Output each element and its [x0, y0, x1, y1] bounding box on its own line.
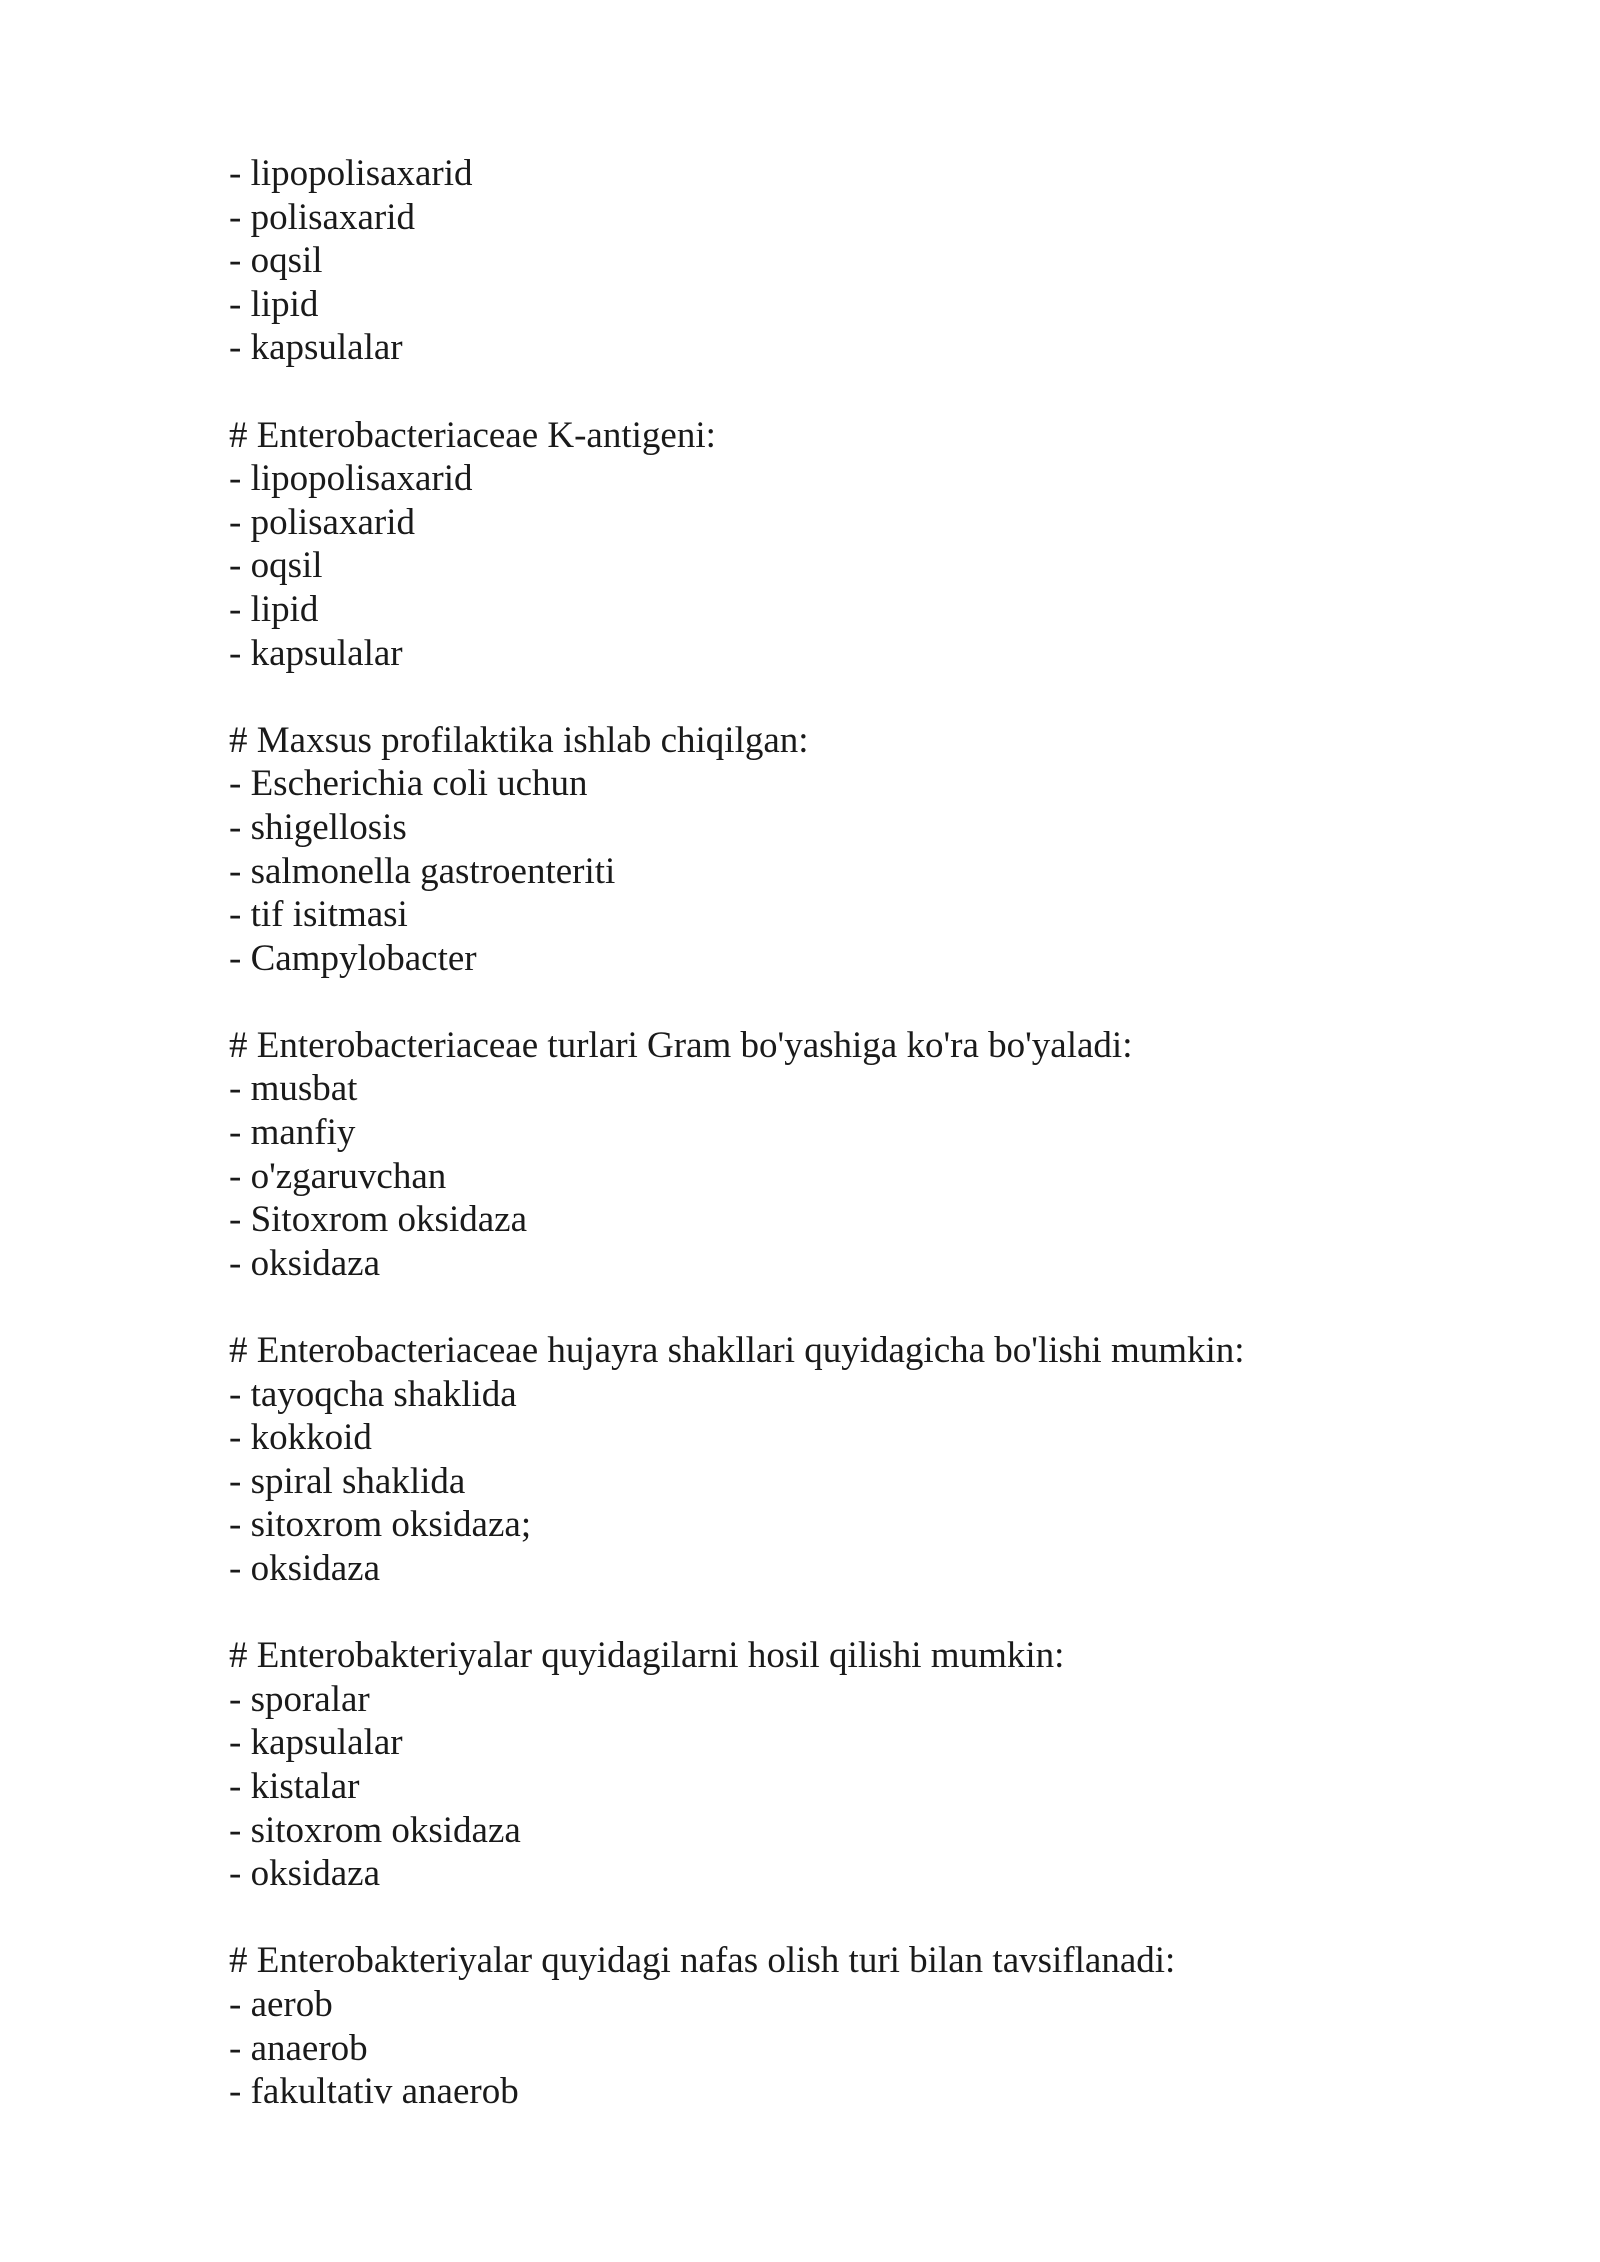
question-block [229, 1939, 1429, 2113]
answer-option: - sitoxrom oksidaza [229, 1809, 521, 1851]
question-text: # Enterobacteriaceae hujayra shakllari quyidagicha bo'lishi mumkin: [229, 1330, 1245, 1372]
question-block [229, 1024, 1429, 1286]
answer-option: - musbat [229, 1068, 358, 1110]
block-spacer [229, 675, 1429, 719]
answer-option: - manfiy [229, 1112, 356, 1154]
answer-option: - lipid [229, 588, 319, 630]
answer-option: - aerob [229, 1983, 333, 2025]
answer-option: - polisaxarid [229, 196, 415, 238]
answer-option: - sporalar [229, 1678, 370, 1720]
block-spacer [229, 370, 1429, 414]
question-block [229, 414, 1429, 676]
document-content [229, 152, 1429, 2114]
answer-option: - anaerob [229, 2027, 368, 2069]
answer-option: - oqsil [229, 545, 323, 587]
answer-option: - polisaxarid [229, 501, 415, 543]
answer-option: - tayoqcha shaklida [229, 1373, 517, 1415]
answer-option: - lipid [229, 283, 319, 325]
block-spacer [229, 980, 1429, 1024]
answer-option: - Escherichia coli uchun [229, 763, 588, 805]
answer-option: - oqsil [229, 240, 323, 282]
answer-option: - spiral shaklida [229, 1460, 466, 1502]
answer-option: - lipopolisaxarid [229, 458, 473, 500]
answer-option: - kistalar [229, 1765, 360, 1807]
answer-option: - Campylobacter [229, 937, 477, 979]
block-spacer [229, 1285, 1429, 1329]
answer-option: - tif isitmasi [229, 894, 408, 936]
answer-option: - sitoxrom oksidaza; [229, 1504, 532, 1546]
block-spacer [229, 1896, 1429, 1940]
answer-option: - shigellosis [229, 806, 407, 848]
answer-option: - kapsulalar [229, 327, 403, 369]
question-text: # Enterobacteriaceae K-antigeni: [229, 414, 716, 456]
question-block [229, 152, 1429, 370]
answer-option: - Sitoxrom oksidaza [229, 1199, 528, 1241]
question-text: # Maxsus profilaktika ishlab chiqilgan: [229, 719, 809, 761]
answer-option: - oksidaza [229, 1853, 381, 1895]
question-text: # Enterobakteriyalar quyidagi nafas olish turi bilan tavsiflanadi: [229, 1940, 1176, 1982]
answer-option: - lipopolisaxarid [229, 153, 473, 194]
answer-option: - o'zgaruvchan [229, 1155, 447, 1197]
question-block [229, 719, 1429, 981]
answer-option: - salmonella gastroenteriti [229, 850, 616, 892]
question-block [229, 1634, 1429, 1896]
answer-option: - kapsulalar [229, 632, 403, 674]
answer-option: - oksidaza [229, 1548, 381, 1589]
question-text: # Enterobakteriyalar quyidagilarni hosil qilishi mumkin: [229, 1635, 1065, 1677]
question-text: # Enterobacteriaceae turlari Gram bo'yashiga ko'ra bo'yaladi: [229, 1024, 1133, 1066]
question-block [229, 1329, 1429, 1591]
block-spacer [229, 1591, 1429, 1635]
answer-option: - kapsulalar [229, 1722, 403, 1764]
answer-option: - fakultativ anaerob [229, 2071, 519, 2113]
answer-option: - oksidaza [229, 1242, 381, 1284]
answer-option: - kokkoid [229, 1417, 372, 1459]
